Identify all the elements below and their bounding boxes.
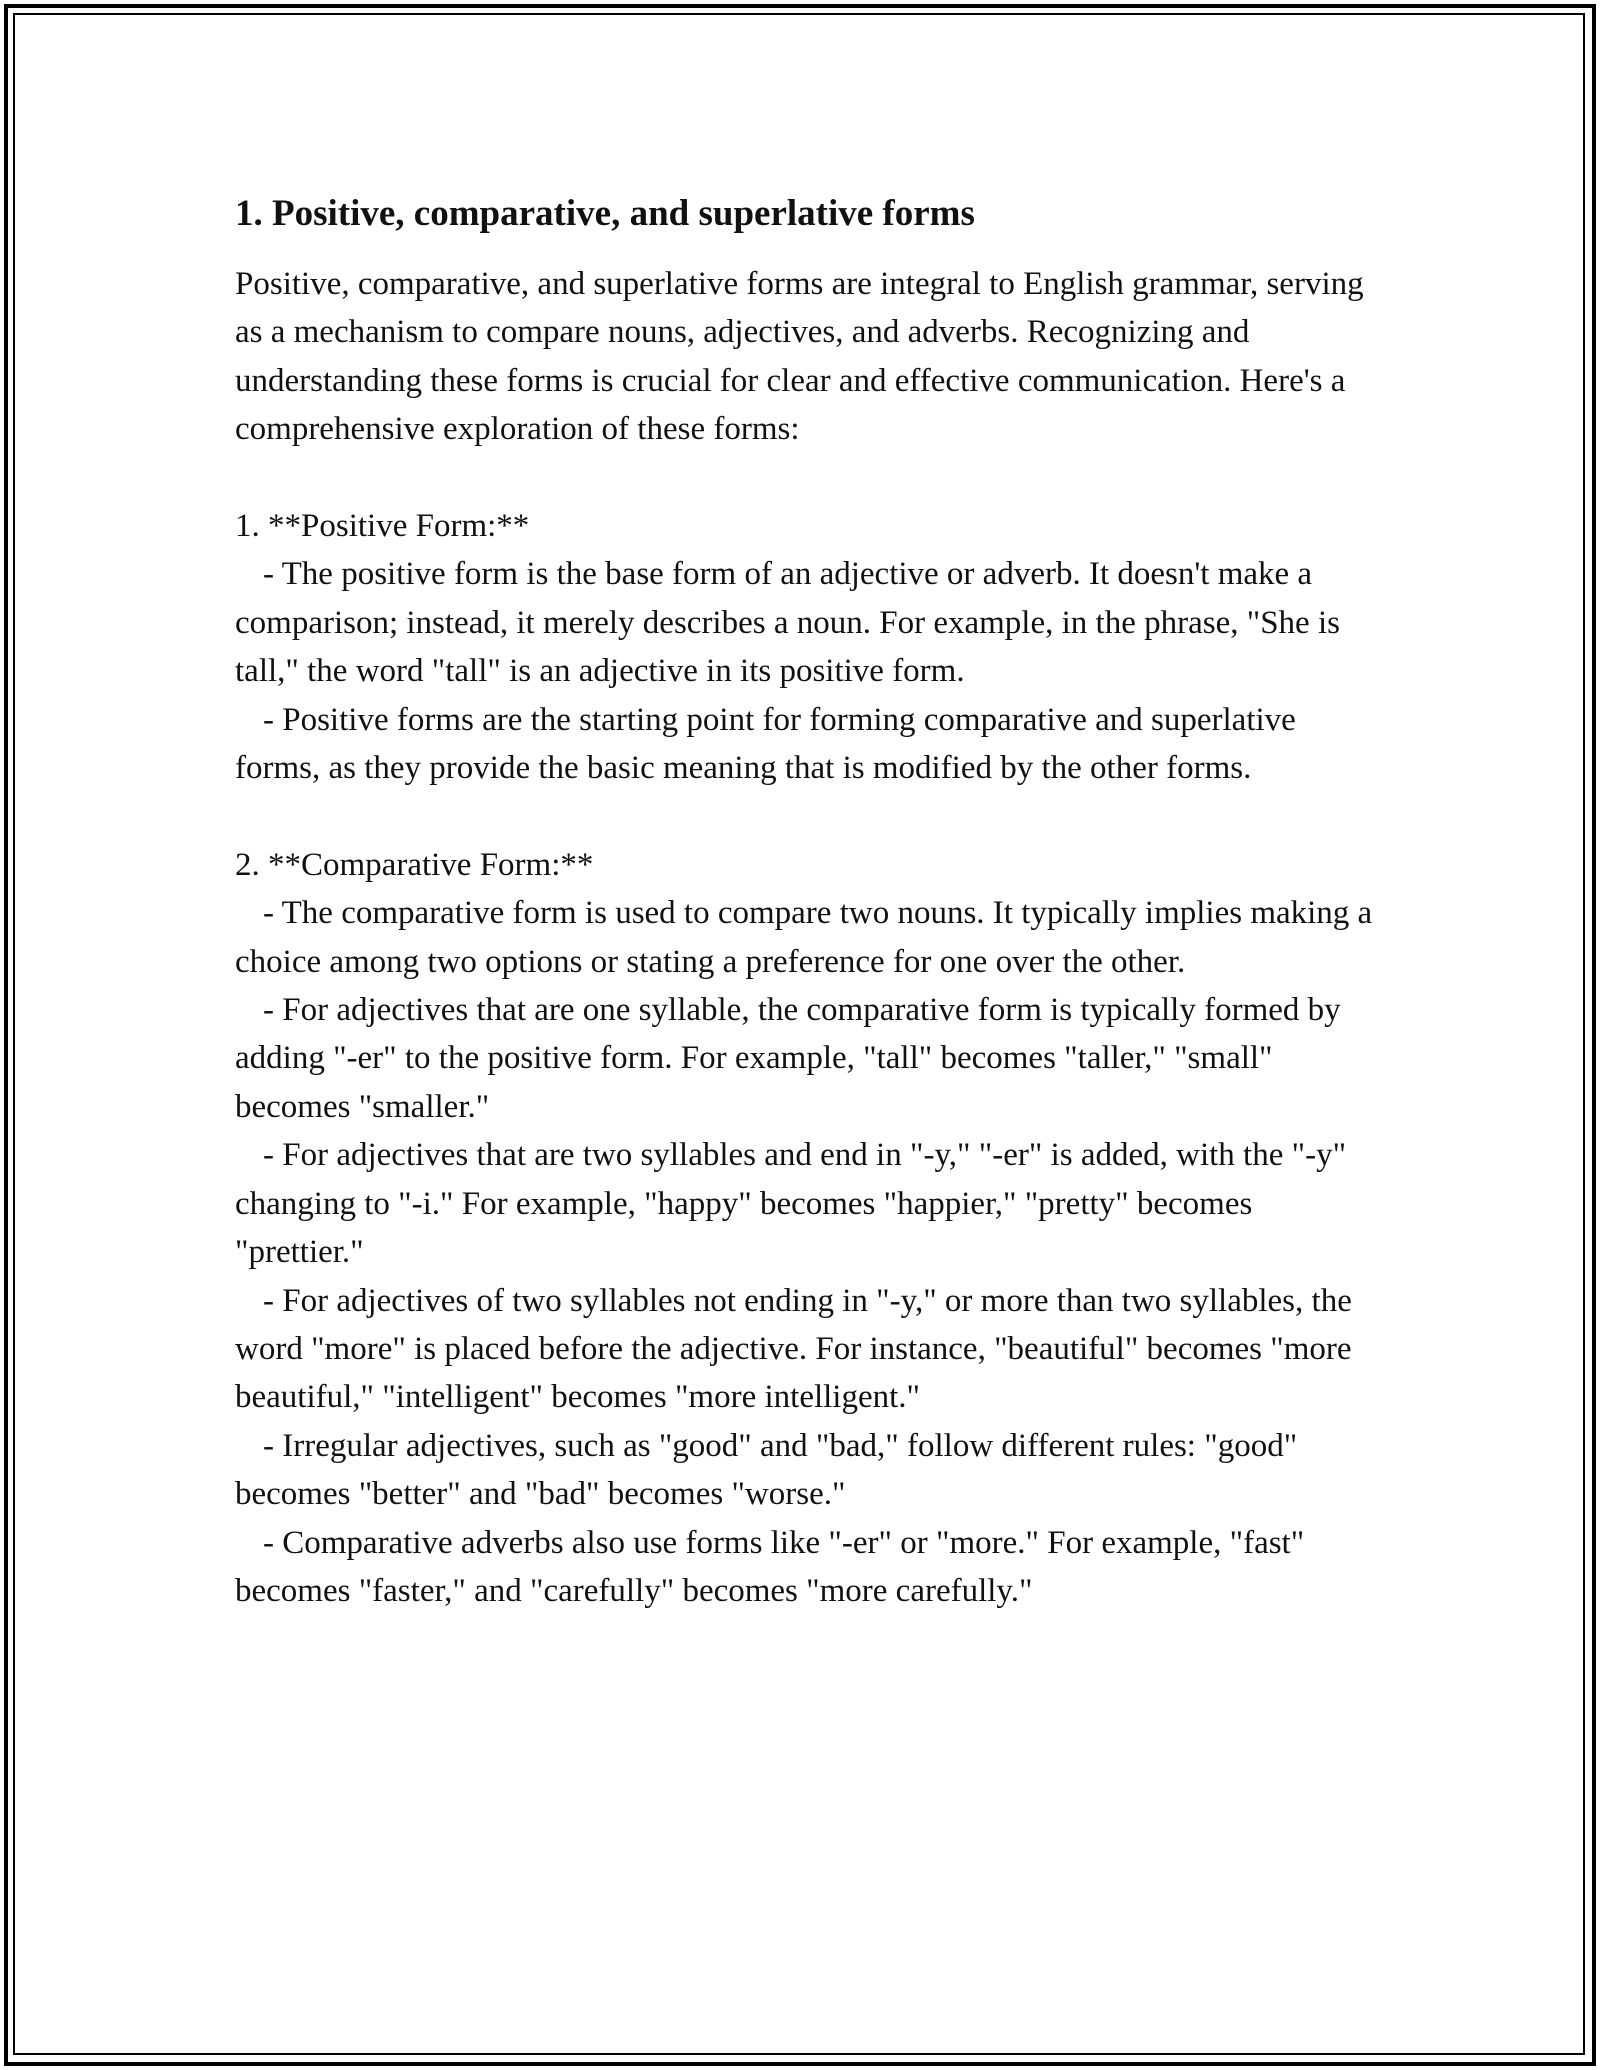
spacer xyxy=(235,792,1375,840)
spacer xyxy=(235,454,1375,502)
positive-point-text: - Positive forms are the starting point for forming comparative and superlative forms, as they provide the basic meaning that is modified by the other forms. xyxy=(235,701,1296,787)
comparative-point xyxy=(235,889,1375,986)
comparative-point-text: - Comparative adverbs also use forms like "-er" or "more." For example, "fast" becomes "faster," and "carefully" becomes "more carefully." xyxy=(235,1524,1305,1609)
comparative-point xyxy=(235,1519,1375,1616)
comparative-point xyxy=(235,1277,1375,1422)
positive-point-text: - The positive form is the base form of an adjective or adverb. It doesn't make a comparison; instead, it merely describes a noun. For example, in the phrase, "She is tall," the word "tall" is an adjective in its positive form. xyxy=(235,556,1340,690)
comparative-point-text: - The comparative form is used to compare two nouns. It typically implies making a choice among two options or stating a preference for one over the other. xyxy=(235,895,1373,980)
comparative-form-title: 2. **Comparative Form:** xyxy=(235,846,594,883)
comparative-point xyxy=(235,1131,1375,1276)
positive-form-title: 1. **Positive Form:** xyxy=(235,508,530,545)
comparative-point xyxy=(235,1422,1375,1519)
comparative-point-text: - Irregular adjectives, such as "good" and "bad," follow different rules: "good" becomes "better" and "bad" becomes "worse." xyxy=(235,1427,1298,1513)
comparative-point-text: - For adjectives that are two syllables and end in "-y," "-er" is added, with the "-y" changing to "-i." For example, "happy" becomes "happier," "pretty" becomes "prettier." xyxy=(235,1137,1347,1271)
comparative-point-text: - For adjectives of two syllables not ending in "-y," or more than two syllables, the word "more" is placed before the adjective. For instance, "beautiful" becomes "more beautiful," "intelligent" becomes "more intelligent." xyxy=(235,1282,1352,1416)
positive-point xyxy=(235,696,1375,793)
comparative-point xyxy=(235,986,1375,1131)
section-heading: 1. Positive, comparative, and superlative forms xyxy=(235,193,975,234)
document-body xyxy=(235,188,1375,1615)
positive-point xyxy=(235,550,1375,695)
intro-paragraph: Positive, comparative, and superlative forms are integral to English grammar, serving as a mechanism to compare nouns, adjectives, and adverbs. Recognizing and understanding these forms is crucial for clear and effective communication. Here's a comprehensive exploration of these forms: xyxy=(235,266,1364,448)
comparative-point-text: - For adjectives that are one syllable, the comparative form is typically formed by adding "-er" to the positive form. For example, "tall" becomes "taller," "small" becomes "smaller." xyxy=(235,992,1341,1125)
